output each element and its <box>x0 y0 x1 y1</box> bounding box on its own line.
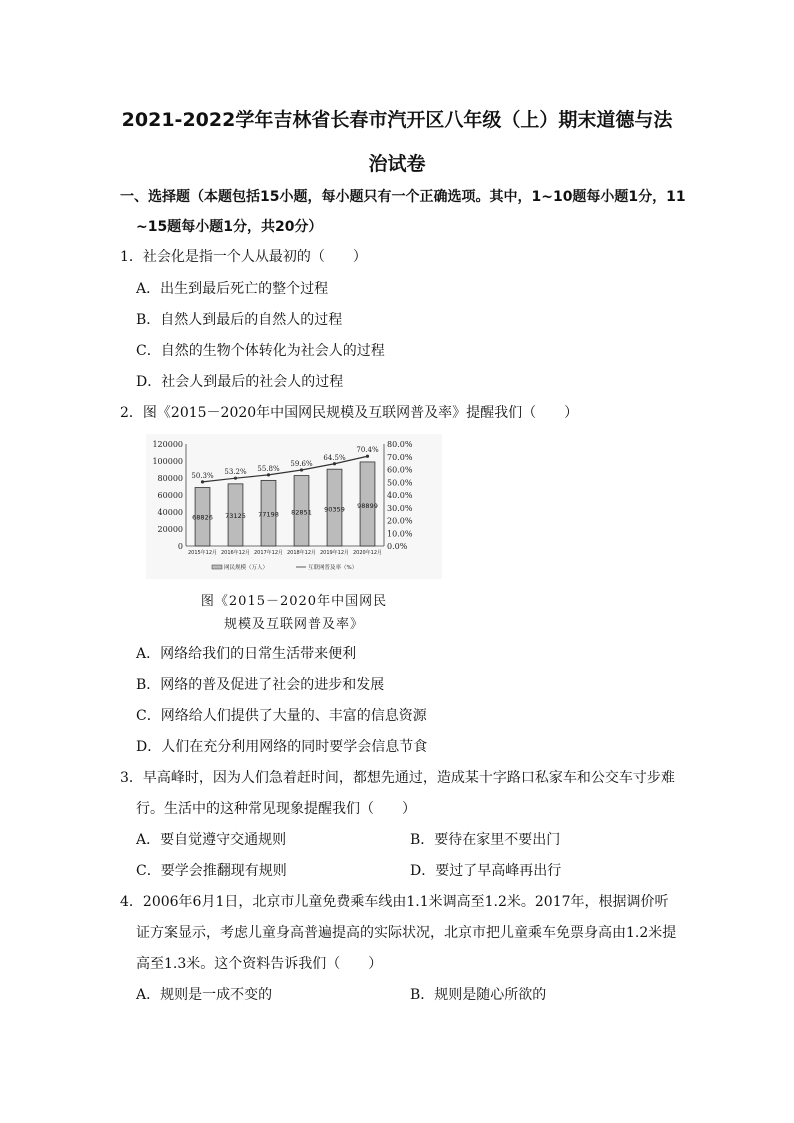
y-right-tick-label: 40.0% <box>387 491 413 500</box>
legend-bar-label: 网民规模（万人） <box>224 565 269 571</box>
question-2-option-b: B．网络的普及促进了社会的进步和发展 <box>136 677 385 693</box>
y-right-tick-label: 30.0% <box>387 503 413 513</box>
rate-point <box>366 455 369 458</box>
question-3-option-c: C．要学会推翻现有规则 <box>136 863 287 879</box>
rate-value-label: 53.2% <box>224 468 247 477</box>
question-4-option-b: B．规则是随心所欲的 <box>410 987 547 1003</box>
x-tick-label: 2016年12月 <box>220 550 251 556</box>
rate-value-label: 64.5% <box>323 453 346 462</box>
bar-value-label: 98899 <box>357 502 378 511</box>
x-tick-label: 2020年12月 <box>352 550 383 556</box>
rate-value-label: 70.4% <box>356 446 379 455</box>
question-2-stem: 2．图《2015－2020年中国网民规模及互联网普及率》提醒我们（ ） <box>120 405 579 421</box>
question-2-option-d: D．人们在充分利用网络的同时要学会信息节食 <box>136 739 428 755</box>
question-3-option-d: D．要过了早高峰再出行 <box>410 863 562 879</box>
question-3-stem-line2: 行。生活中的这种常见现象提醒我们（ ） <box>136 801 416 817</box>
question-1-option-a: A．出生到最后死亡的整个过程 <box>136 281 329 297</box>
question-4-option-a: A．规则是一成不变的 <box>136 987 273 1003</box>
x-tick-label: 2017年12月 <box>253 550 284 556</box>
y-right-tick-label: 20.0% <box>387 516 413 526</box>
y-left-tick-label: 120000 <box>152 440 183 449</box>
question-4-stem-line1: 4．2006年6月1日，北京市儿童免费乘车线由1.1米调高至1.2米。2017年，根据调价听 <box>120 894 669 910</box>
y-left-tick-label: 60000 <box>157 491 183 500</box>
rate-point <box>201 480 204 483</box>
question-2-option-c: C．网络给人们提供了大量的、丰富的信息资源 <box>136 708 427 724</box>
x-tick-label: 2019年12月 <box>319 550 350 556</box>
question-3-stem-line1: 3．早高峰时，因为人们急着赶时间，都想先通过，造成某十字路口私家车和公交车寸步难 <box>120 770 675 786</box>
y-right-tick-label: 0.0% <box>387 542 408 551</box>
y-left-tick-label: 40000 <box>157 508 183 517</box>
legend-bar-swatch <box>212 565 222 569</box>
y-left-tick-label: 20000 <box>157 525 183 534</box>
chart-caption-line2: 规模及互联网普及率》 <box>223 617 364 632</box>
y-left-tick-label: 80000 <box>157 474 183 483</box>
bar-value-label: 73125 <box>225 512 246 521</box>
rate-value-label: 55.8% <box>257 464 280 473</box>
question-1-stem: 1．社会化是指一个人从最初的（ ） <box>120 249 367 265</box>
rate-point <box>267 473 270 476</box>
bar-value-label: 68826 <box>192 513 213 522</box>
internet-users-chart <box>146 434 442 579</box>
y-right-tick-label: 80.0% <box>387 440 413 449</box>
exam-title-line2: 治试卷 <box>368 153 426 175</box>
y-right-tick-label: 10.0% <box>387 529 413 539</box>
question-1-option-c: C．自然的生物个体转化为社会人的过程 <box>136 343 385 359</box>
question-1-option-b: B．自然人到最后的自然人的过程 <box>136 312 343 328</box>
exam-title-line1: 2021-2022学年吉林省长春市汽开区八年级（上）期末道德与法 <box>121 109 673 131</box>
question-4-stem-line3: 高至1.3米。这个资料告诉我们（ ） <box>136 956 383 972</box>
question-1-option-d: D．社会人到最后的社会人的过程 <box>136 374 344 390</box>
section-heading-line1: 一、选择题（本题包括15小题，每小题只有一个正确选项。其中，1~10题每小题1分，11 <box>120 189 686 205</box>
y-right-tick-label: 50.0% <box>387 478 413 488</box>
bar-value-label: 77198 <box>258 510 279 519</box>
y-left-tick-label: 100000 <box>152 457 183 466</box>
x-tick-label: 2018年12月 <box>286 550 317 556</box>
chart-caption-line1: 图《2015－2020年中国网民 <box>200 594 388 609</box>
question-2-option-a: A．网络给我们的日常生活带来便利 <box>136 646 357 662</box>
rate-value-label: 59.6% <box>290 460 313 469</box>
question-3-option-b: B．要待在家里不要出门 <box>410 832 561 848</box>
rate-point <box>333 462 336 465</box>
bar-value-label: 90359 <box>324 505 345 514</box>
legend-line-label: 互联网普及率（%） <box>308 565 358 571</box>
x-tick-label: 2015年12月 <box>187 550 218 556</box>
question-3-option-a: A．要自觉遵守交通规则 <box>136 832 287 848</box>
rate-value-label: 50.3% <box>191 471 214 480</box>
y-right-tick-label: 60.0% <box>387 465 413 475</box>
rate-point <box>300 468 303 471</box>
rate-point <box>234 477 237 480</box>
section-heading-line2: ~15题每小题1分，共20分） <box>136 219 323 235</box>
bar-value-label: 82851 <box>291 508 312 517</box>
y-right-tick-label: 70.0% <box>387 452 413 462</box>
question-4-stem-line2: 证方案显示，考虑儿童身高普遍提高的实际状况，北京市把儿童乘车免票身高由1.2米提 <box>136 925 677 941</box>
y-left-tick-label: 0 <box>177 542 183 551</box>
